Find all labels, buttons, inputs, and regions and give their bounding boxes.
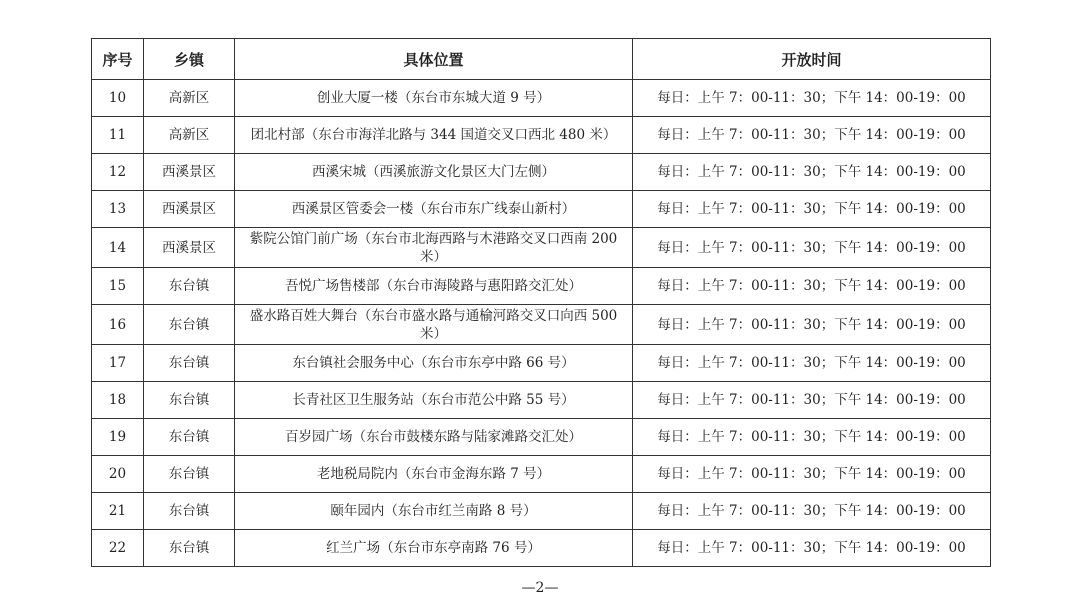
cell-town: 西溪景区 (144, 191, 235, 228)
cell-hours: 每日：上午 7：00-11：30；下午 14：00-19：00 (633, 493, 991, 530)
table-row (92, 382, 991, 419)
cell-hours: 每日：上午 7：00-11：30；下午 14：00-19：00 (633, 345, 991, 382)
cell-hours: 每日：上午 7：00-11：30；下午 14：00-19：00 (633, 117, 991, 154)
cell-town: 高新区 (144, 80, 235, 117)
table-row (92, 154, 991, 191)
cell-town: 东台镇 (144, 305, 235, 345)
table-row (92, 117, 991, 154)
cell-number: 18 (92, 382, 144, 419)
table-row (92, 228, 991, 268)
cell-town: 东台镇 (144, 419, 235, 456)
cell-location: 西溪宋城（西溪旅游文化景区大门左侧） (235, 154, 633, 191)
cell-number: 10 (92, 80, 144, 117)
table-row (92, 456, 991, 493)
cell-location: 东台镇社会服务中心（东台市东亭中路 66 号） (235, 345, 633, 382)
cell-location: 红兰广场（东台市东亭南路 76 号） (235, 530, 633, 567)
cell-town: 西溪景区 (144, 228, 235, 268)
cell-hours: 每日：上午 7：00-11：30；下午 14：00-19：00 (633, 530, 991, 567)
cell-number: 17 (92, 345, 144, 382)
table-row (92, 80, 991, 117)
cell-hours: 每日：上午 7：00-11：30；下午 14：00-19：00 (633, 382, 991, 419)
cell-town: 东台镇 (144, 493, 235, 530)
header-hours: 开放时间 (633, 39, 991, 80)
cell-hours: 每日：上午 7：00-11：30；下午 14：00-19：00 (633, 419, 991, 456)
cell-number: 22 (92, 530, 144, 567)
table-row (92, 419, 991, 456)
testing-sites-table (91, 38, 991, 567)
header-town: 乡镇 (144, 39, 235, 80)
cell-town: 东台镇 (144, 530, 235, 567)
table-row (92, 345, 991, 382)
table-row (92, 268, 991, 305)
cell-hours: 每日：上午 7：00-11：30；下午 14：00-19：00 (633, 228, 991, 268)
cell-town: 东台镇 (144, 345, 235, 382)
header-number: 序号 (92, 39, 144, 80)
cell-number: 16 (92, 305, 144, 345)
page-number: —2— (521, 580, 559, 596)
table-row (92, 191, 991, 228)
cell-hours: 每日：上午 7：00-11：30；下午 14：00-19：00 (633, 154, 991, 191)
cell-number: 12 (92, 154, 144, 191)
cell-location: 吾悦广场售楼部（东台市海陵路与惠阳路交汇处） (235, 268, 633, 305)
cell-location: 紫院公馆门前广场（东台市北海西路与木港路交叉口西南 200 米） (235, 228, 633, 268)
table-body (92, 80, 991, 567)
table-row (92, 493, 991, 530)
cell-number: 11 (92, 117, 144, 154)
cell-town: 东台镇 (144, 268, 235, 305)
cell-location: 长青社区卫生服务站（东台市范公中路 55 号） (235, 382, 633, 419)
cell-number: 14 (92, 228, 144, 268)
cell-number: 19 (92, 419, 144, 456)
cell-number: 15 (92, 268, 144, 305)
cell-hours: 每日：上午 7：00-11：30；下午 14：00-19：00 (633, 80, 991, 117)
cell-number: 20 (92, 456, 144, 493)
cell-town: 西溪景区 (144, 154, 235, 191)
cell-location: 老地税局院内（东台市金海东路 7 号） (235, 456, 633, 493)
cell-number: 13 (92, 191, 144, 228)
cell-location: 盛水路百姓大舞台（东台市盛水路与通榆河路交叉口向西 500 米） (235, 305, 633, 345)
header-location: 具体位置 (235, 39, 633, 80)
table-row (92, 305, 991, 345)
cell-town: 高新区 (144, 117, 235, 154)
cell-town: 东台镇 (144, 456, 235, 493)
table-header-row (92, 39, 991, 80)
table-row (92, 530, 991, 567)
cell-hours: 每日：上午 7：00-11：30；下午 14：00-19：00 (633, 456, 991, 493)
cell-town: 东台镇 (144, 382, 235, 419)
cell-hours: 每日：上午 7：00-11：30；下午 14：00-19：00 (633, 305, 991, 345)
cell-location: 西溪景区管委会一楼（东台市东广线泰山新村） (235, 191, 633, 228)
cell-location: 颐年园内（东台市红兰南路 8 号） (235, 493, 633, 530)
cell-location: 百岁园广场（东台市鼓楼东路与陆家滩路交汇处） (235, 419, 633, 456)
cell-hours: 每日：上午 7：00-11：30；下午 14：00-19：00 (633, 268, 991, 305)
cell-location: 团北村部（东台市海洋北路与 344 国道交叉口西北 480 米） (235, 117, 633, 154)
cell-number: 21 (92, 493, 144, 530)
cell-hours: 每日：上午 7：00-11：30；下午 14：00-19：00 (633, 191, 991, 228)
cell-location: 创业大厦一楼（东台市东城大道 9 号） (235, 80, 633, 117)
